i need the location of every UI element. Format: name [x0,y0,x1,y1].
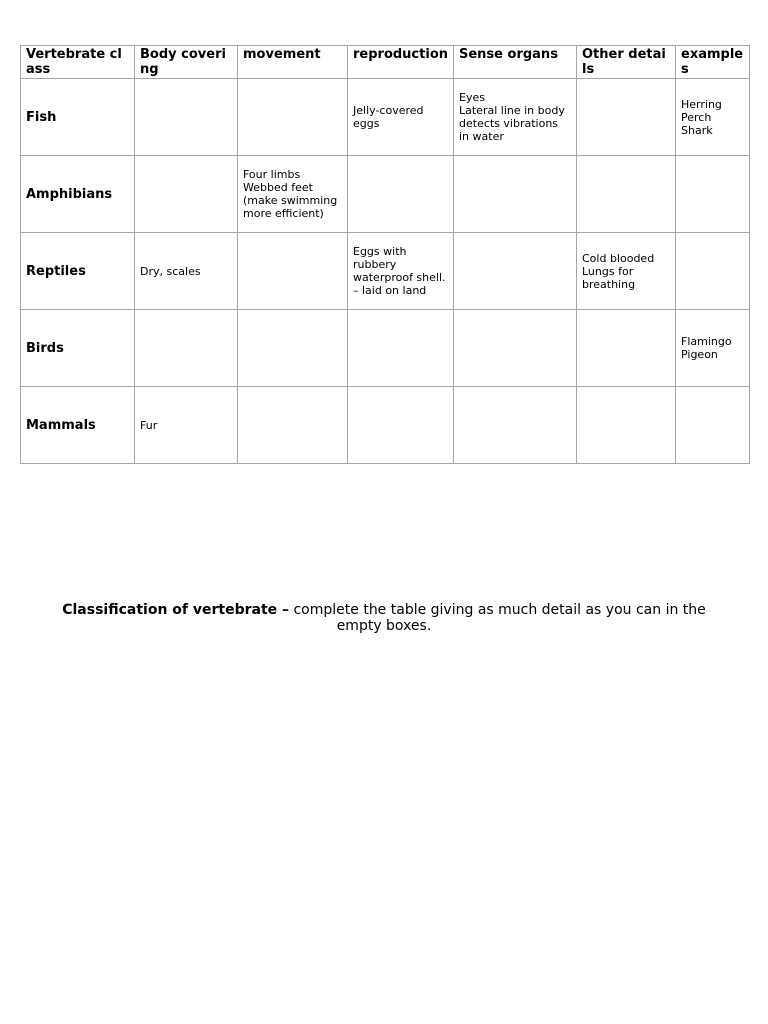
cell-sense-organs[interactable] [454,156,577,233]
cell-body-covering[interactable]: Fur [135,387,238,464]
header-other-details: Other details [577,46,676,79]
cell-other-details[interactable]: Cold blooded Lungs for breathing [577,233,676,310]
cell-other-details[interactable] [577,79,676,156]
cell-body-covering[interactable] [135,310,238,387]
table-row-fish [21,79,750,156]
cell-examples[interactable] [676,387,750,464]
row-label-amphibians: Amphibians [21,156,135,233]
cell-examples[interactable]: Flamingo Pigeon [676,310,750,387]
cell-examples[interactable] [676,233,750,310]
cell-movement[interactable] [238,233,348,310]
cell-movement[interactable] [238,79,348,156]
cell-body-covering[interactable]: Dry, scales [135,233,238,310]
table-row-amphibians [21,156,750,233]
row-label-fish: Fish [21,79,135,156]
cell-examples[interactable] [676,156,750,233]
cell-sense-organs[interactable]: Eyes Lateral line in body detects vibrations in water [454,79,577,156]
cell-body-covering[interactable] [135,79,238,156]
row-label-mammals: Mammals [21,387,135,464]
instruction-text [40,602,728,634]
cell-reproduction[interactable]: Jelly-covered eggs [348,79,454,156]
cell-other-details[interactable] [577,310,676,387]
cell-movement[interactable]: Four limbs Webbed feet (make swimming more efficient) [238,156,348,233]
header-sense-organs: Sense organs [454,46,577,79]
cell-reproduction[interactable]: Eggs with rubbery waterproof shell. – laid on land [348,233,454,310]
instruction-body: complete the table giving as much detail as you can in the empty boxes. [289,602,706,634]
table-row-mammals [21,387,750,464]
header-vertebrate-class: Vertebrate class [21,46,135,79]
cell-movement[interactable] [238,310,348,387]
cell-sense-organs[interactable] [454,387,577,464]
cell-other-details[interactable] [577,387,676,464]
header-examples: examples [676,46,750,79]
row-label-reptiles: Reptiles [21,233,135,310]
row-label-birds: Birds [21,310,135,387]
cell-sense-organs[interactable] [454,310,577,387]
table-row-birds [21,310,750,387]
cell-reproduction[interactable] [348,156,454,233]
cell-reproduction[interactable] [348,387,454,464]
cell-movement[interactable] [238,387,348,464]
cell-sense-organs[interactable] [454,233,577,310]
header-reproduction: reproduction [348,46,454,79]
cell-examples[interactable]: Herring Perch Shark [676,79,750,156]
header-row [21,46,750,79]
instruction-lead: Classification of vertebrate – [62,602,290,618]
header-body-covering: Body covering [135,46,238,79]
cell-reproduction[interactable] [348,310,454,387]
table-row-reptiles [21,233,750,310]
cell-other-details[interactable] [577,156,676,233]
header-movement: movement [238,46,348,79]
vertebrate-classification-table [20,45,750,464]
cell-body-covering[interactable] [135,156,238,233]
